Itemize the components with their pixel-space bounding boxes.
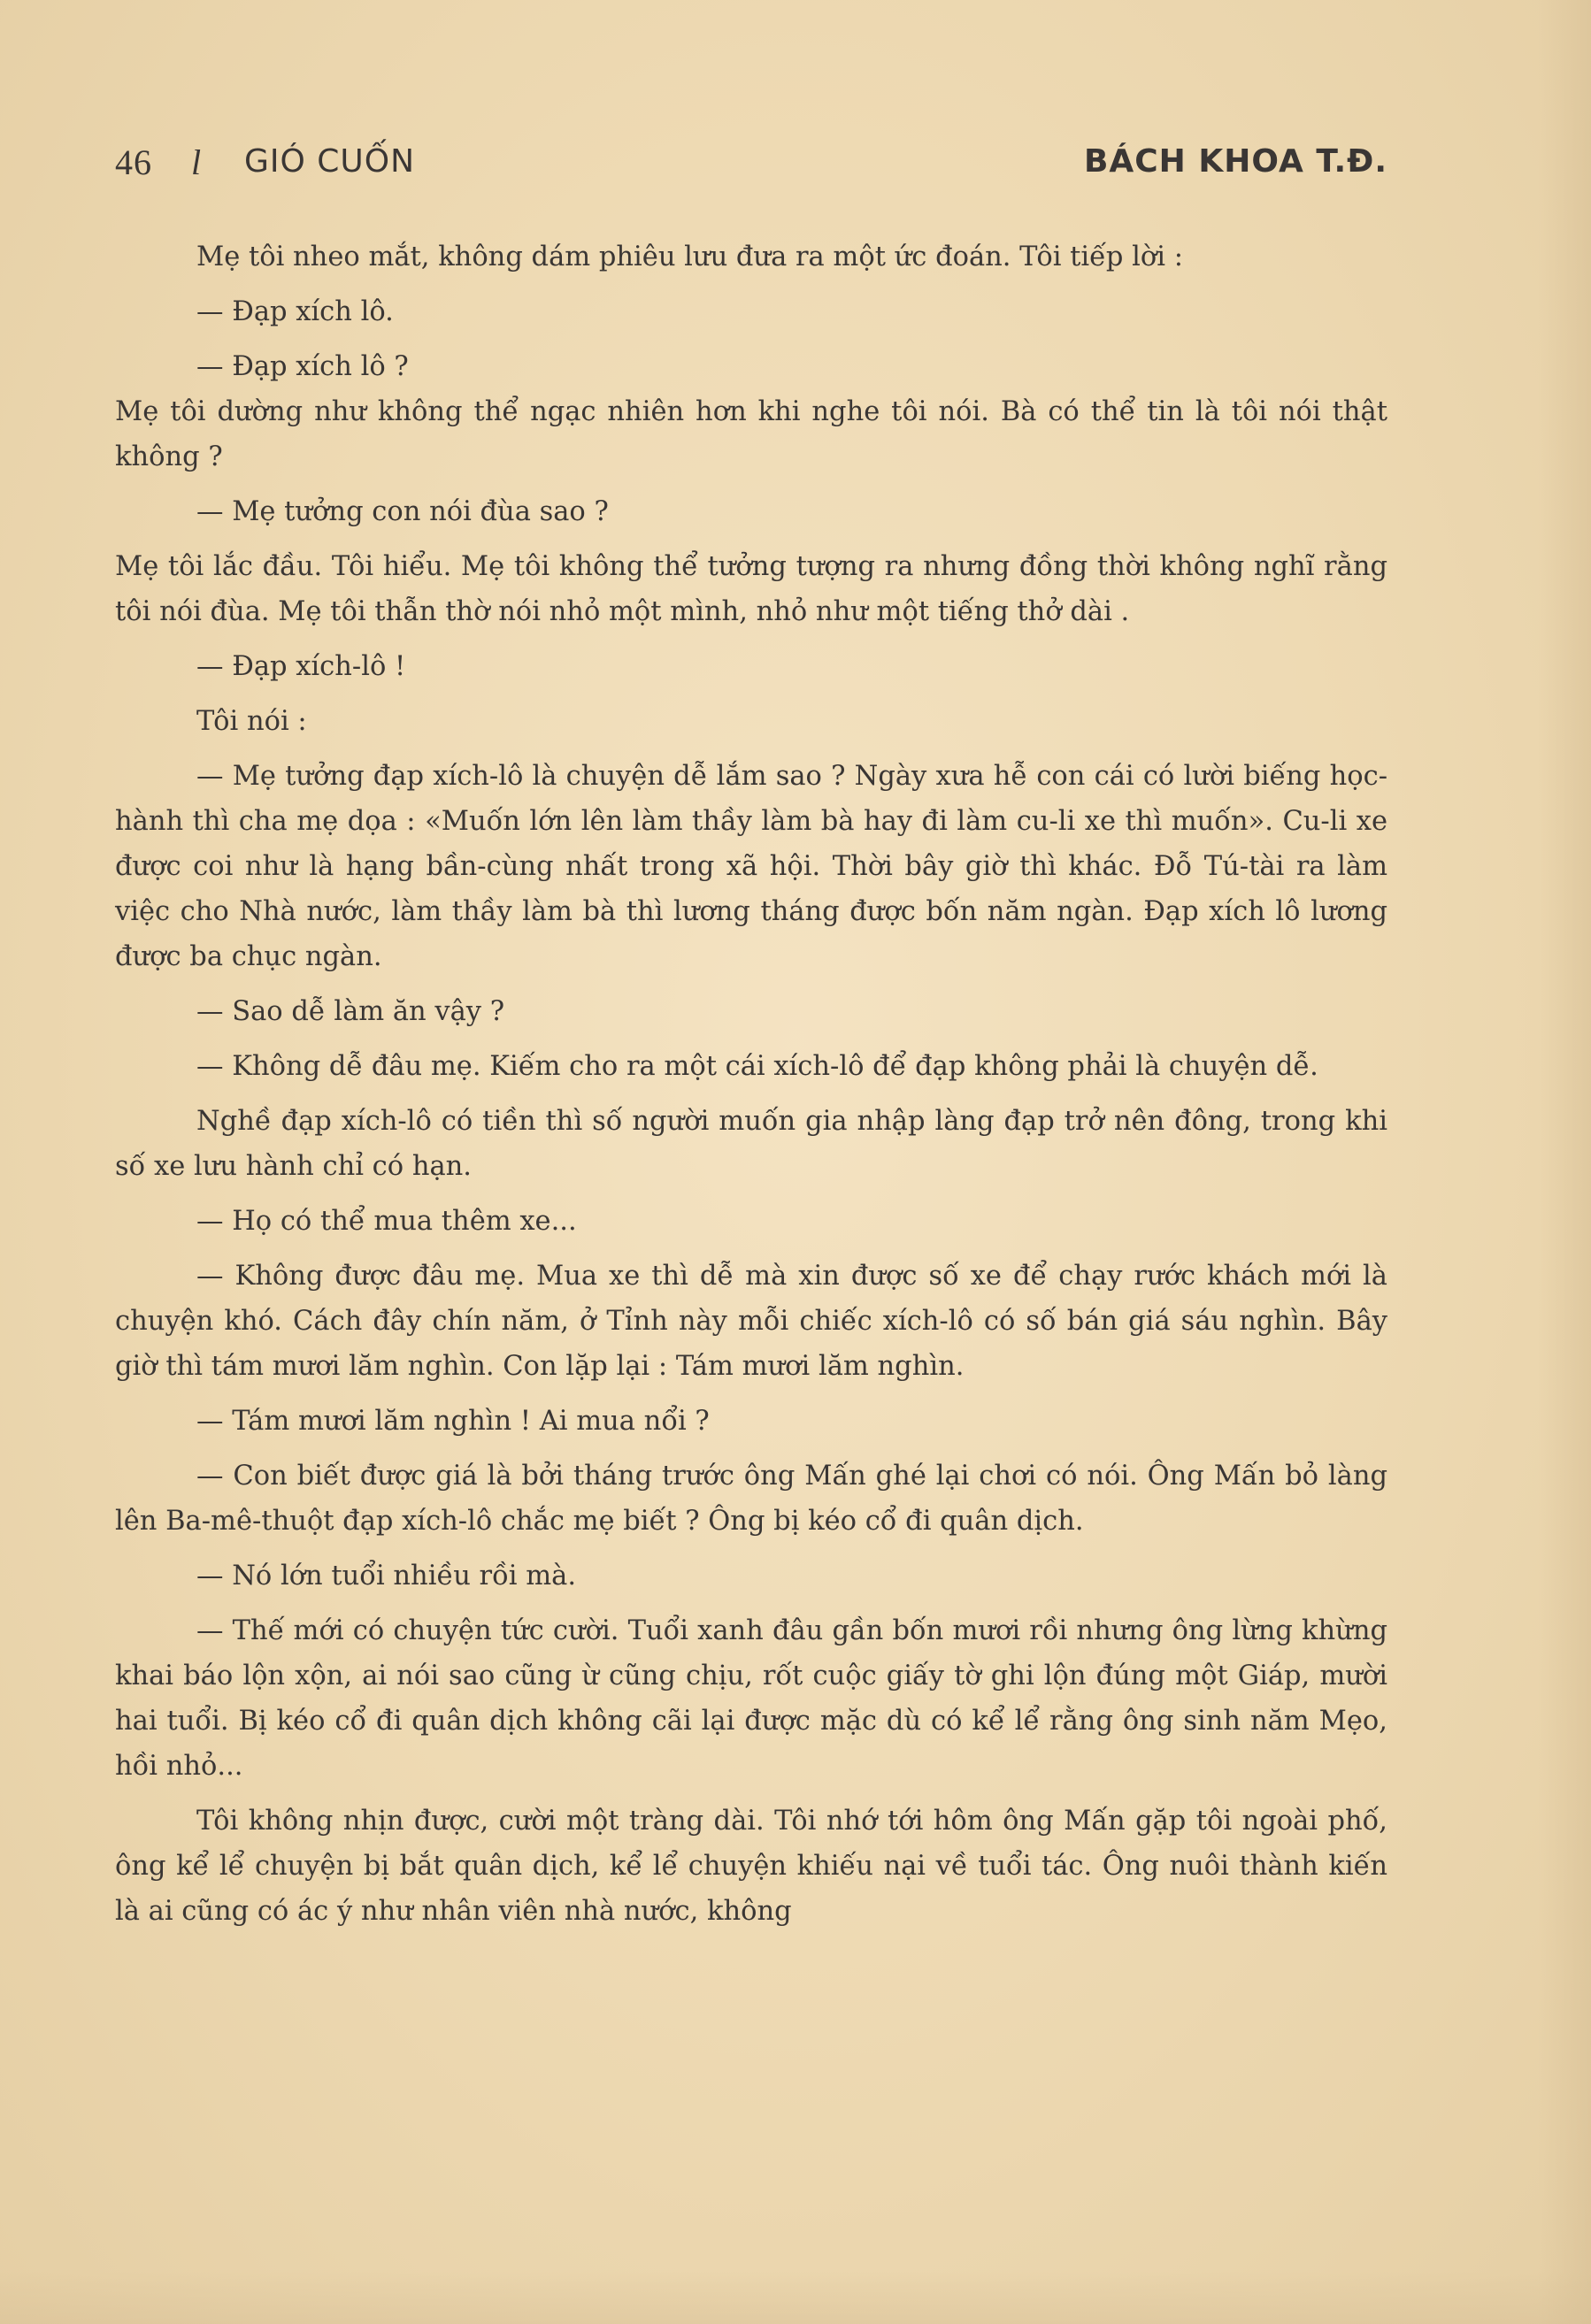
paragraph: — Không dễ đâu mẹ. Kiếm cho ra một cái xích-lô để đạp không phải là chuyện dễ.: [196, 1051, 1318, 1082]
paragraph: — Đạp xích lô.: [196, 296, 394, 327]
paragraph: — Đạp xích-lô !: [196, 651, 406, 682]
paragraph: — Không được đâu mẹ. Mua xe thì dễ mà xin được số xe để chạy rước khách mới là chuyện khó. Cách đây chín năm, ở Tỉnh này mỗi chiếc xích-lô có số bán giá sáu nghìn. Bây giờ thì tám mươi lăm nghìn. Con lặp lại : Tám mươi lăm nghìn.: [115, 1261, 1387, 1382]
paragraph: — Mẹ tưởng đạp xích-lô là chuyện dễ lắm sao ? Ngày xưa hễ con cái có lười biếng học-hành thì cha mẹ dọa : «Muốn lớn lên làm thầy làm bà hay đi làm cu-li xe thì muốn». Cu-li xe được coi như là hạng bần-cùng nhất trong xã hội. Thời bây giờ thì khác. Đỗ Tú-tài ra làm việc cho Nhà nước, làm thầy làm bà thì lương tháng được bốn năm ngàn. Đạp xích lô lương được ba chục ngàn.: [115, 761, 1387, 972]
running-header: [115, 134, 1387, 188]
paragraph: Tôi không nhịn được, cười một tràng dài. Tôi nhớ tới hôm ông Mấn gặp tôi ngoài phố, ông kể lể chuyện bị bắt quân dịch, kể lể chuyện khiếu nại về tuổi tác. Ông nuôi thành kiến là ai cũng có ác ý như nhân viên nhà nước, không: [115, 1806, 1387, 1927]
paragraph: Mẹ tôi dường như không thể ngạc nhiên hơn khi nghe tôi nói. Bà có thể tin là tôi nói thật không ?: [115, 396, 1387, 472]
page-edge-shadow: [1538, 0, 1591, 2324]
paragraph: Mẹ tôi nheo mắt, không dám phiêu lưu đưa ra một ức đoán. Tôi tiếp lời :: [196, 242, 1183, 272]
paragraph: — Sao dễ làm ăn vậy ?: [196, 996, 505, 1027]
header-title: GIÓ CUỐN: [244, 143, 416, 180]
paragraph: — Đạp xích lô ?: [196, 351, 409, 382]
paragraph: — Con biết được giá là bởi tháng trước ông Mấn ghé lại chơi có nói. Ông Mấn bỏ làng lên Ba-mê-thuột đạp xích-lô chắc mẹ biết ? Ông bị kéo cổ đi quân dịch.: [115, 1461, 1387, 1537]
header-author: BÁCH KHOA T.Đ.: [1083, 143, 1387, 180]
paragraph: Tôi nói :: [196, 706, 307, 737]
paragraph: — Nó lớn tuổi nhiều rồi mà.: [196, 1561, 577, 1592]
header-separator: l: [191, 142, 203, 182]
page-number: 46: [115, 142, 152, 182]
body-text: [115, 234, 1387, 1944]
paragraph: — Tám mươi lăm nghìn ! Ai mua nổi ?: [196, 1406, 710, 1437]
paragraph: — Mẹ tưởng con nói đùa sao ?: [196, 496, 609, 527]
paragraph: Mẹ tôi lắc đầu. Tôi hiểu. Mẹ tôi không thể tưởng tượng ra nhưng đồng thời không nghĩ rằng tôi nói đùa. Mẹ tôi thẫn thờ nói nhỏ một mình, nhỏ như một tiếng thở dài .: [115, 551, 1387, 627]
paragraph: — Thế mới có chuyện tức cười. Tuổi xanh đâu gần bốn mươi rồi nhưng ông lừng khừng khai báo lộn xộn, ai nói sao cũng ừ cũng chịu, rốt cuộc giấy tờ ghi lộn đúng một Giáp, mười hai tuổi. Bị kéo cổ đi quân dịch không cãi lại được mặc dù có kể lể rằng ông sinh năm Mẹo, hồi nhỏ...: [115, 1615, 1387, 1782]
paragraph: — Họ có thể mua thêm xe...: [196, 1206, 577, 1237]
paragraph: Nghề đạp xích-lô có tiền thì số người muốn gia nhập làng đạp trở nên đông, trong khi số xe lưu hành chỉ có hạn.: [115, 1106, 1387, 1182]
page-bottom-shadow: [0, 2271, 1591, 2324]
